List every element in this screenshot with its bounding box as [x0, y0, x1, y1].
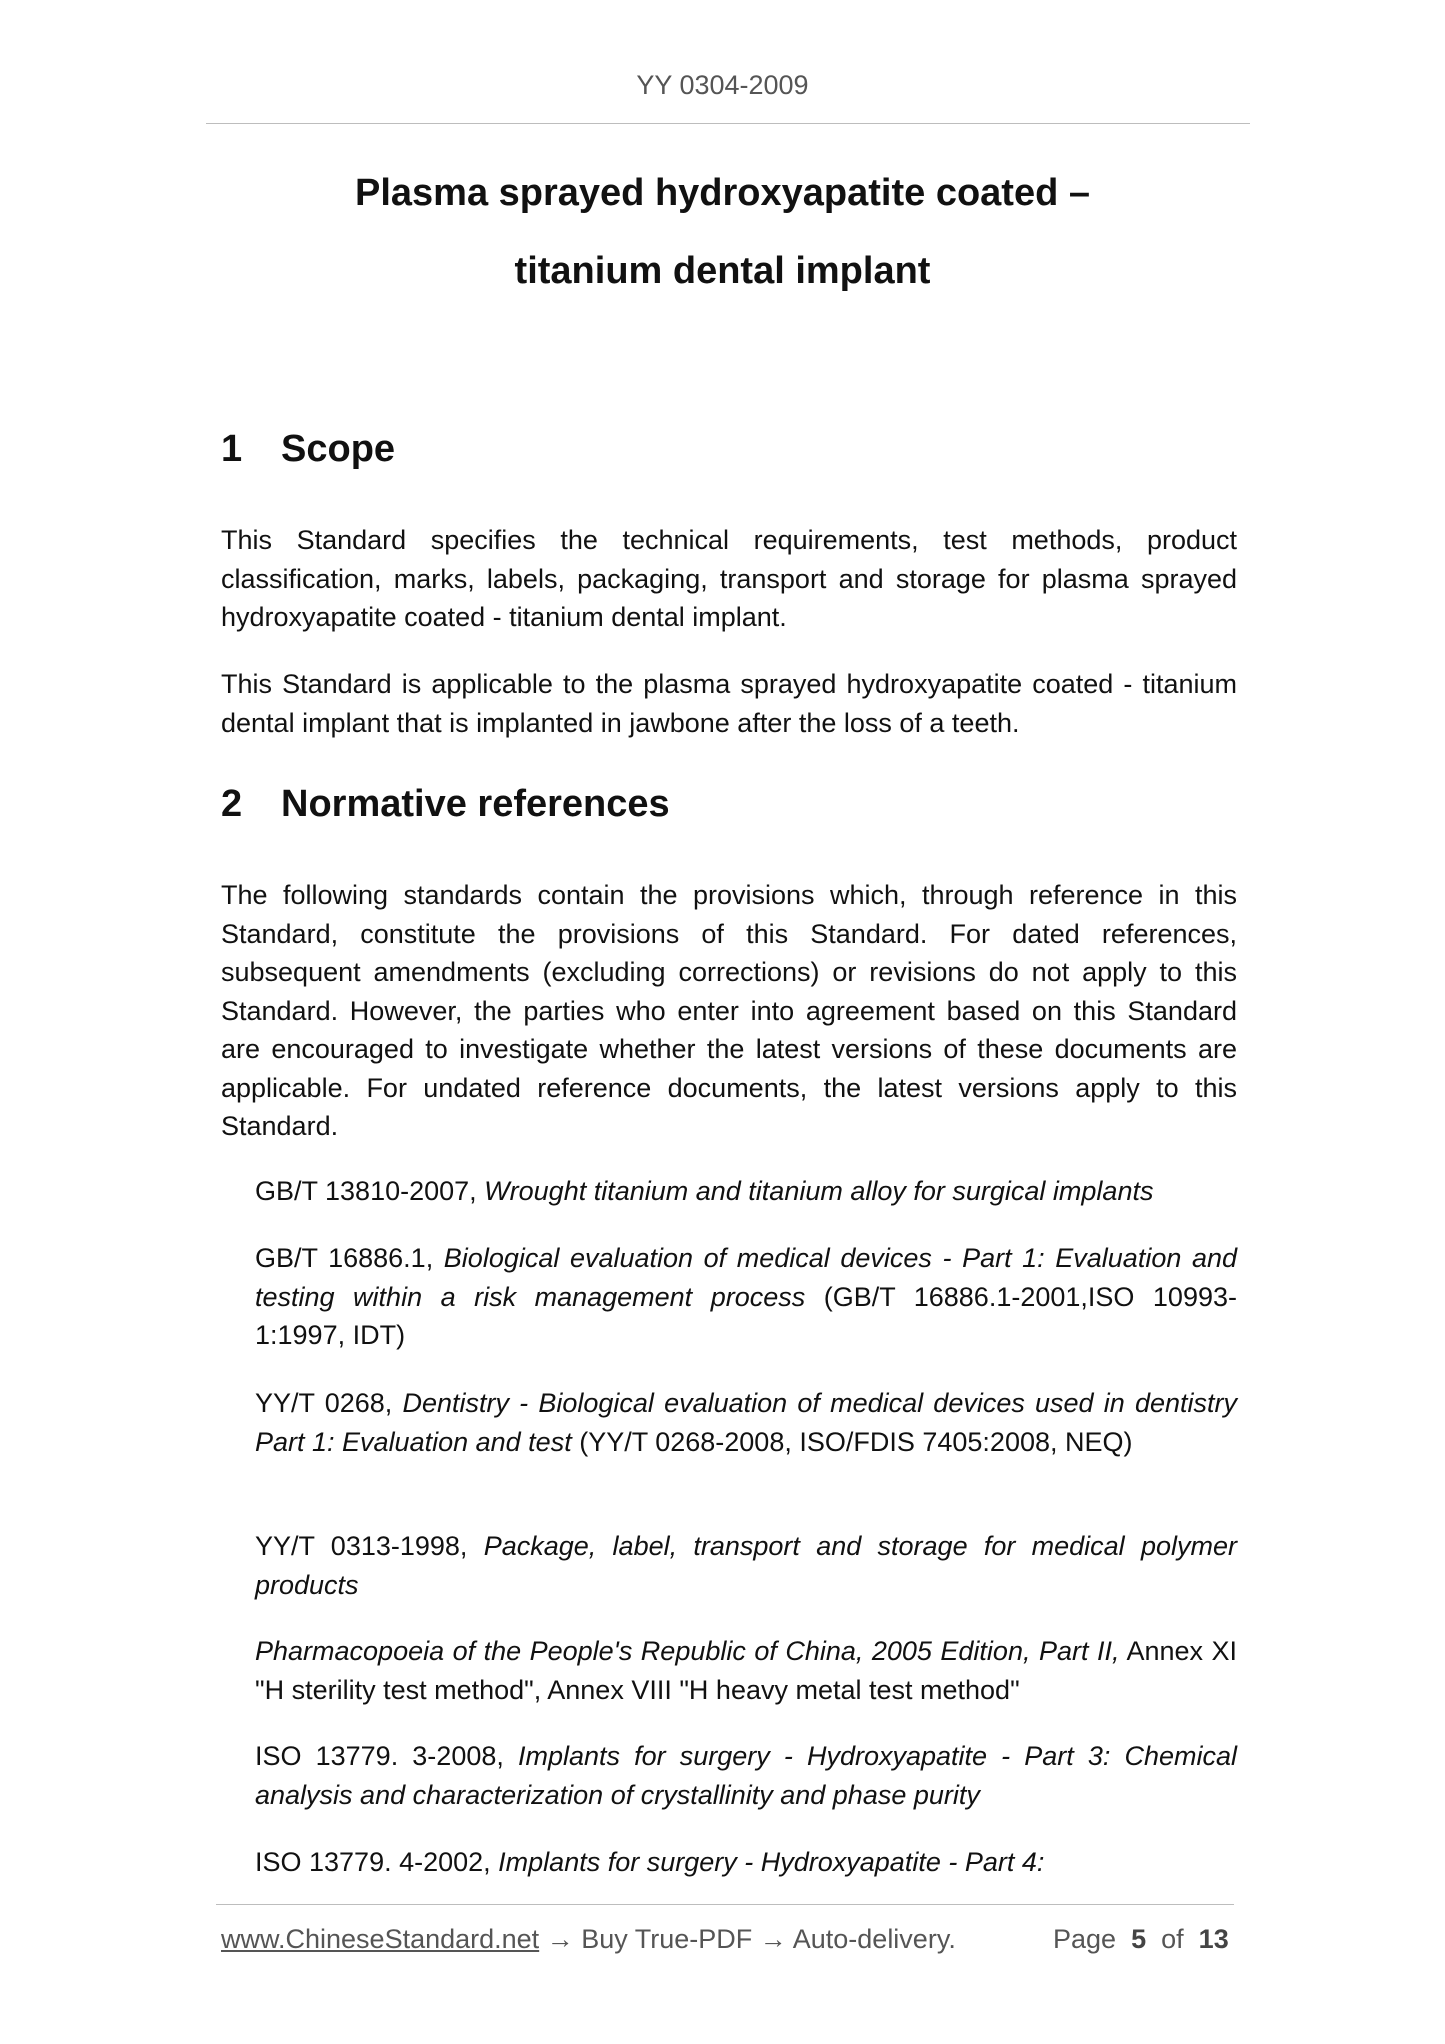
- reference-item: [255, 1239, 1237, 1355]
- normative-references-intro: The following standards contain the provisions which, through reference in this Standard, constitute the provisions of this Standard. For dated references, subsequent amendments (excluding corrections) or revisions do not apply to this Standard. However, the parties who enter into agreement based on this Standard are encouraged to investigate whether the latest versions of these documents are applicable. For undated reference documents, the latest versions apply to this Standard.: [221, 880, 1237, 1141]
- document-title-line-1: Plasma sprayed hydroxyapatite coated –: [355, 172, 1090, 214]
- footer-site-link[interactable]: www.ChineseStandard.net: [221, 1924, 540, 1954]
- scope-paragraph-1: This Standard specifies the technical requirements, test methods, product classification, marks, labels, packaging, transport and storage for plasma sprayed hydroxyapatite coated - titanium dental implant.: [221, 525, 1237, 632]
- section-heading-scope: [221, 428, 395, 471]
- reference-title: Implants for surgery - Hydroxyapatite - Part 3: Chemical analysis and characterization of crystallinity and phase purity: [255, 1741, 1238, 1810]
- reference-title: Wrought titanium and titanium alloy for surgical implants: [484, 1176, 1154, 1206]
- section-number: 2: [221, 783, 243, 825]
- reference-item: [255, 1632, 1237, 1709]
- reference-item: [255, 1843, 1237, 1882]
- page-number: 5: [1131, 1924, 1147, 1954]
- section-number: 1: [221, 428, 243, 470]
- reference-title: Biological evaluation of medical devices - Part 1: Evaluation and testing within a risk management process: [255, 1243, 1237, 1312]
- reference-title: Pharmacopoeia of the People's Republic of China, 2005 Edition, Part II,: [255, 1636, 1120, 1666]
- reference-title: Implants for surgery - Hydroxyapatite - Part 4:: [498, 1847, 1045, 1877]
- reference-code: ISO 13779. 3-2008,: [255, 1741, 518, 1771]
- page-indicator: [1053, 1924, 1229, 1955]
- reference-suffix: (YY/T 0268-2008, ISO/FDIS 7405:2008, NEQ): [571, 1426, 1133, 1457]
- header-divider: [206, 123, 1250, 124]
- reference-item: [255, 1737, 1237, 1814]
- section-heading-normative-references: [221, 783, 670, 826]
- reference-item: [255, 1172, 1237, 1211]
- reference-suffix: Annex XI "H sterility test method", Annex VIII "H heavy metal test method": [255, 1636, 1237, 1705]
- total-pages: 13: [1198, 1924, 1229, 1954]
- footer-divider: [216, 1904, 1234, 1905]
- reference-code: YY/T 0268,: [255, 1388, 403, 1418]
- reference-item: [255, 1384, 1237, 1461]
- reference-title: Package, label, transport and storage for medical polymer products: [255, 1531, 1237, 1600]
- reference-title: Dentistry - Biological evaluation of medical devices used in dentistry Part 1: Evaluation and test: [255, 1388, 1238, 1457]
- section-title: Scope: [281, 428, 396, 470]
- reference-item: [255, 1527, 1237, 1604]
- footer-promo: [221, 1924, 956, 1955]
- reference-code: GB/T 16886.1,: [255, 1243, 444, 1273]
- scope-paragraph-2: This Standard is applicable to the plasma sprayed hydroxyapatite coated - titanium dental implant that is implanted in jawbone after the loss of a teeth.: [221, 669, 1237, 738]
- page-label: Page: [1053, 1924, 1117, 1954]
- document-title-line-2: titanium dental implant: [514, 250, 931, 292]
- section-title: Normative references: [281, 783, 670, 825]
- reference-code: GB/T 13810-2007,: [255, 1176, 485, 1206]
- document-header-code: YY 0304-2009: [636, 70, 809, 100]
- footer-promo-text: → Buy True-PDF → Auto-delivery.: [539, 1924, 956, 1954]
- reference-code: ISO 13779. 4-2002,: [255, 1847, 499, 1877]
- page-of-label: of: [1161, 1924, 1184, 1954]
- reference-code: YY/T 0313-1998,: [255, 1531, 484, 1561]
- reference-suffix: (GB/T 16886.1-2001,ISO 10993-1:1997, IDT): [255, 1281, 1237, 1350]
